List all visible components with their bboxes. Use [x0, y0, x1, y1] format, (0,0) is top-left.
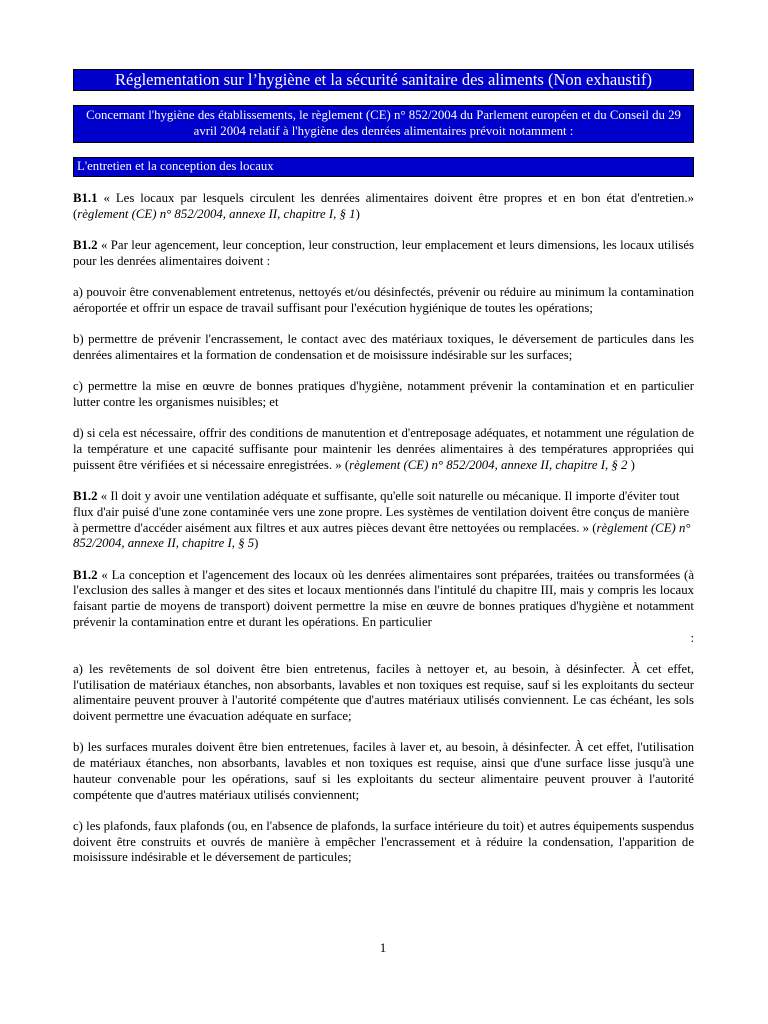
page-number-value: 1 — [379, 940, 387, 955]
page-number — [0, 940, 768, 956]
paragraph-tail: : — [690, 630, 694, 645]
paragraph-text: d) si cela est nécessaire, offrir des conditions de manutention et d'entreposage adéquates, et notamment une régulation de la température et une capacité suffisante pour maintenir les denrées alimentaires à des températures appropriées qui puissent être vérifiées et si nécessaire enregistrées. » ( — [73, 426, 694, 472]
paragraph-text: « Par leur agencement, leur conception, leur construction, leur emplacement et leurs dimensions, les locaux utilisés pour les denrées alimentaires doivent : — [73, 238, 694, 268]
paragraph-label: B1.2 — [73, 489, 98, 504]
regulation-reference: règlement (CE) n° 852/2004, annexe II, chapitre I, § 2 — [349, 457, 628, 472]
document-title: Réglementation sur l’hygiène et la sécurité sanitaire des aliments (Non exhaustif) — [73, 69, 694, 91]
paragraph-b1-2 — [73, 238, 694, 269]
regulation-reference: règlement (CE) n° 852/2004, annexe II, chapitre I, § 5 — [73, 520, 691, 551]
paragraph-close: ) — [355, 206, 360, 221]
paragraph-b1-2-conception — [73, 568, 694, 631]
list-item-b-walls: b) les surfaces murales doivent être bien entretenues, faciles à laver et, au besoin, à désinfecter. À cet effet, l'utilisation de matériaux étanches, non absorbants, lavables et non toxiques est requise, ainsi que d'une surface lisse jusqu'à une hauteur convenable pour les opérations, sauf si les exploitants du secteur alimentaire peuvent prouver à l'autorité compétente que d'autres matériaux utilisés conviennent; — [73, 740, 694, 802]
paragraph-text: « La conception et l'agencement des locaux où les denrées alimentaires sont préparées, traitées ou transformées (à l'exclusion des salles à manger et des sites et locaux mentionnés dans l'intitulé du chapitre III, mais y compris les locaux faisant partie de moyens de transport) doivent permettre la mise en œuvre de bonnes pratiques d'hygiène et notamment prévenir la contamination entre et durant les opérations. En particulier — [73, 567, 694, 629]
paragraph-text: « Il doit y avoir une ventilation adéquate et suffisante, qu'elle soit naturelle ou mécanique. Il importe d'éviter tout flux d'air puisé d'une zone contaminée vers une zone propre. Les systèmes de ventilation doivent être conçus de manière à permettre d'accéder aisément aux filtres et aux autres pièces devant être nettoyées ou remplacées. » ( — [73, 489, 690, 535]
document-body — [73, 191, 694, 882]
paragraph-label: B1.2 — [73, 238, 98, 253]
paragraph-b1-2-ventilation — [73, 489, 694, 552]
list-item-a-floors: a) les revêtements de sol doivent être bien entretenus, faciles à nettoyer et, au besoin, à désinfecter. À cet effet, l'utilisation de matériaux étanches, non absorbants, lavables et non toxiques est requise, sauf si les exploitants du secteur alimentaire peuvent prouver à l'autorité compétente que d'autres matériaux utilisés conviennent. Le cas échéant, les sols doivent permettre une évacuation adéquate en surface; — [73, 661, 694, 724]
regulation-reference: règlement (CE) n° 852/2004, annexe II, chapitre I, § 1 — [77, 206, 356, 221]
paragraph-text: « Les locaux par lesquels circulent les denrées alimentaires doivent être propres et en bon état d'entretien.» ( — [73, 191, 694, 221]
paragraph-b1-1 — [73, 191, 694, 222]
paragraph-close: ) — [627, 457, 635, 472]
list-item-d — [73, 426, 694, 473]
paragraph-close: ) — [254, 536, 259, 551]
section-heading: L'entretien et la conception des locaux — [73, 157, 694, 177]
list-item-c: c) permettre la mise en œuvre de bonnes pratiques d'hygiène, notamment prévenir la contamination et en particulier lutter contre les organismes nuisibles; et — [73, 379, 694, 410]
list-item-b: b) permettre de prévenir l'encrassement, le contact avec des matériaux toxiques, le déversement de particules dans les denrées alimentaires et la formation de condensation et de moisissure indésirable sur les surfaces; — [73, 332, 694, 362]
list-item-c-ceilings: c) les plafonds, faux plafonds (ou, en l'absence de plafonds, la surface intérieure du toit) et autres équipements suspendus doivent être construits et ouvrés de manière à empêcher l'encrassement et à réduire la condensation, l'apparition de moisissure indésirable et le déversement de particules; — [73, 818, 694, 865]
paragraph-label: B1.2 — [73, 567, 98, 582]
list-item-a: a) pouvoir être convenablement entretenus, nettoyés et/ou désinfectés, prévenir ou réduire au minimum la contamination aéroportée et offrir un espace de travail suffisant pour l'exécution hygiénique de toutes les opérations; — [73, 285, 694, 315]
paragraph-label: B1.1 — [73, 191, 98, 205]
intro-banner: Concernant l'hygiène des établissements, le règlement (CE) n° 852/2004 du Parlement européen et du Conseil du 29 avril 2004 relatif à l'hygiène des denrées alimentaires prévoit notamment : — [73, 105, 694, 143]
